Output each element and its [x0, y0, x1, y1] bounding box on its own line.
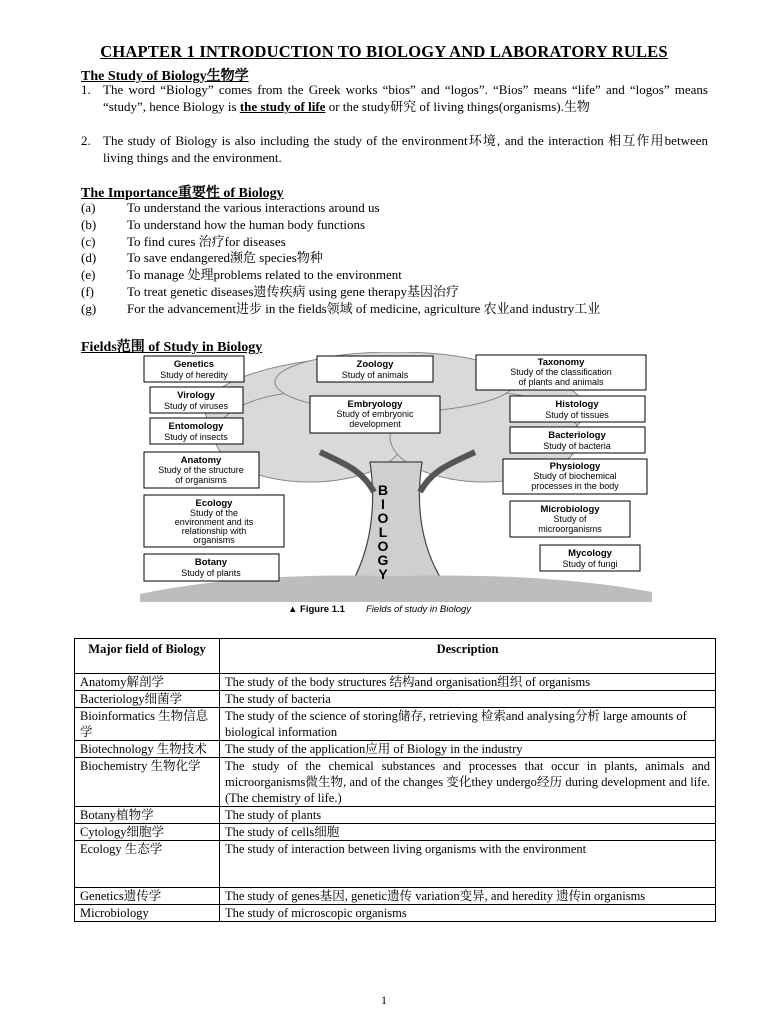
field-box-description: Study of: [553, 514, 587, 524]
field-box-name: Virology: [177, 390, 215, 401]
trunk-letter: O: [377, 510, 389, 526]
field-box-description: Study of tissues: [545, 410, 609, 420]
table-cell-field: Biochemistry 生物化学: [75, 758, 220, 807]
fields-table: [74, 638, 716, 922]
field-box-entomology: [150, 418, 243, 444]
trunk-label-biology: [378, 482, 389, 582]
table-row: [75, 708, 716, 741]
list-item-letter: (f): [81, 283, 94, 299]
table-cell-field: Microbiology: [75, 905, 220, 922]
field-box-bacteriology: [510, 427, 645, 453]
table-header-description: Description: [220, 639, 716, 674]
list-item-text: To find cures 治疗for diseases: [127, 233, 286, 249]
table-row: [75, 741, 716, 758]
list-item-text: For the advancement进步 in the fields领域 of medicine, agriculture 农业and industry工业: [127, 300, 601, 316]
table-row: [75, 807, 716, 824]
table-cell-field: Ecology 生态学: [75, 841, 220, 888]
chapter-title: CHAPTER 1 INTRODUCTION TO BIOLOGY AND LABORATORY RULES: [100, 42, 668, 61]
list-item: [81, 284, 600, 301]
table-cell-field: Cytology细胞学: [75, 824, 220, 841]
table-row: [75, 888, 716, 905]
trunk-letter: O: [377, 538, 389, 554]
study-paragraph-1: 1. The word “Biology” comes from the Greek works “bios” and “logos”. “Bios” means “life” and “logos” means “study”, hence Biology is the study of life or the study研究 of living things(organisms).生物: [81, 82, 708, 114]
field-box-botany: [144, 554, 279, 581]
field-box-description: Study of animals: [341, 370, 409, 380]
table-cell-description: The study of genes基因, genetic遗传 variation变异, and heredity 遗传in organisms: [220, 888, 716, 905]
fields-heading: Fields范围 of Study in Biology: [81, 340, 263, 355]
field-box-name: Ecology: [195, 498, 233, 509]
list-item-letter: (d): [81, 250, 97, 266]
table-row: [75, 691, 716, 708]
table-row: [75, 824, 716, 841]
list-item-letter: (e): [81, 267, 96, 283]
study-paragraph-2: 2. The study of Biology is also including the study of the environment环境, and the interaction 相互作用between living things and the environment.: [81, 133, 708, 165]
field-box-description: relationship with: [181, 526, 247, 536]
fields-of-study-figure: [140, 352, 652, 618]
table-cell-field: Anatomy解剖学: [75, 674, 220, 691]
table-cell-field: Genetics遗传学: [75, 888, 220, 905]
field-box-ecology: [144, 495, 284, 547]
field-box-description: organisms: [193, 535, 235, 545]
table-cell-description: The study of the chemical substances and processes that occur in plants, animals and microorganisms微生物, and of the changes 变化they undergo经历 during development and life. (The chemistry of life.): [220, 758, 716, 807]
field-box-zoology: [317, 356, 433, 382]
paragraph-number: 1.: [81, 82, 91, 97]
field-box-description: Study of the structure: [158, 465, 244, 475]
field-box-name: Zoology: [356, 359, 394, 370]
table-row: [75, 905, 716, 922]
field-box-description: Study of insects: [164, 432, 228, 442]
field-box-description: Study of the: [189, 508, 239, 518]
importance-list: [81, 200, 600, 318]
list-item-letter: (a): [81, 200, 96, 215]
field-box-name: Physiology: [549, 461, 601, 472]
list-item: [81, 234, 600, 251]
field-box-description: Study of viruses: [163, 401, 229, 411]
field-box-description: microorganisms: [538, 524, 602, 534]
table-cell-description: The study of bacteria: [220, 691, 716, 708]
trunk-letter: I: [381, 496, 385, 512]
list-item-text: To treat genetic diseases遗传疾病 using gene therapy基因治疗: [127, 283, 459, 299]
field-box-taxonomy: [476, 355, 646, 390]
field-box-name: Mycology: [568, 548, 612, 559]
table-row: [75, 758, 716, 807]
field-box-histology: [510, 396, 645, 422]
table-cell-description: The study of the application应用 of Biology in the industry: [220, 741, 716, 758]
field-box-name: Anatomy: [180, 455, 222, 466]
field-box-microbiology: [510, 501, 630, 537]
field-box-description: Study of bacteria: [543, 441, 611, 451]
page-number: 1: [381, 993, 387, 1007]
paragraph-number: 2.: [81, 133, 91, 148]
table-header-field: Major field of Biology: [75, 639, 220, 674]
field-box-mycology: [540, 545, 640, 571]
figure-caption-label: ▲ Figure 1.1: [288, 604, 345, 615]
table-row: [75, 841, 716, 888]
field-box-name: Genetics: [173, 359, 215, 370]
field-box-physiology: [503, 459, 647, 494]
table-cell-field: Biotechnology 生物技术: [75, 741, 220, 758]
table-cell-field: Bioinformatics 生物信息学: [75, 708, 220, 741]
field-box-name: Histology: [555, 399, 599, 410]
list-item-letter: (g): [81, 300, 97, 316]
field-box-anatomy: [144, 452, 259, 488]
list-item-text: To save endangered濒危 species物种: [127, 250, 323, 266]
trunk-letter: L: [378, 524, 388, 540]
table-cell-description: The study of plants: [220, 807, 716, 824]
list-item: [81, 200, 600, 217]
table-cell-description: The study of interaction between living organisms with the environment: [220, 841, 716, 888]
figure-caption: [288, 604, 472, 615]
list-item: [81, 301, 600, 318]
field-box-description: environment and its: [174, 517, 254, 527]
field-box-name: Bacteriology: [548, 430, 606, 441]
field-box-description: Study of biochemical: [533, 471, 617, 481]
table-header-row: [75, 639, 716, 674]
table-cell-field: Bacteriology细菌学: [75, 691, 220, 708]
table-cell-description: The study of cells细胞: [220, 824, 716, 841]
field-box-embryology: [310, 396, 440, 433]
table-cell-description: The study of the body structures 结构and organisation组织 of organisms: [220, 674, 716, 691]
field-box-description: development: [349, 419, 401, 429]
trunk-letter: G: [377, 552, 389, 568]
study-heading: The Study of Biology生物学: [81, 69, 249, 84]
list-item-text: To understand how the human body functions: [127, 216, 366, 232]
list-item-text: To manage 处理problems related to the environment: [127, 267, 402, 283]
list-item-text: To understand the various interactions around us: [127, 200, 380, 215]
field-box-name: Botany: [194, 557, 228, 568]
field-box-virology: [150, 387, 243, 413]
table-cell-description: The study of the science of storing储存, retrieving 检索and analysing分析 large amounts of biological information: [220, 708, 716, 741]
list-item-letter: (b): [81, 216, 97, 232]
table-row: [75, 674, 716, 691]
field-box-description: Study of fungi: [562, 559, 618, 569]
field-box-description: Study of the classification: [510, 367, 612, 377]
table-cell-field: Botany植物学: [75, 807, 220, 824]
field-box-description: of plants and animals: [518, 377, 604, 387]
figure-caption-text: Fields of study in Biology: [366, 604, 472, 615]
field-box-name: Entomology: [168, 421, 224, 432]
list-item: [81, 217, 600, 234]
field-box-description: of organisms: [175, 475, 227, 485]
field-box-description: Study of embryonic: [336, 409, 414, 419]
importance-heading: The Importance重要性 of Biology: [81, 186, 284, 201]
field-box-name: Microbiology: [540, 504, 600, 515]
field-box-description: Study of heredity: [160, 370, 228, 380]
trunk-letter: Y: [378, 566, 388, 582]
list-item: [81, 250, 600, 267]
study-of-life-emphasis: the study of life: [239, 99, 326, 114]
trunk-letter: B: [377, 482, 389, 498]
field-box-name: Embryology: [347, 399, 403, 410]
table-cell-description: The study of microscopic organisms: [220, 905, 716, 922]
field-box-description: processes in the body: [531, 481, 619, 491]
field-box-name: Taxonomy: [537, 357, 585, 368]
list-item-letter: (c): [81, 233, 96, 249]
field-box-description: Study of plants: [181, 568, 241, 578]
list-item: [81, 267, 600, 284]
field-box-genetics: [144, 356, 244, 382]
